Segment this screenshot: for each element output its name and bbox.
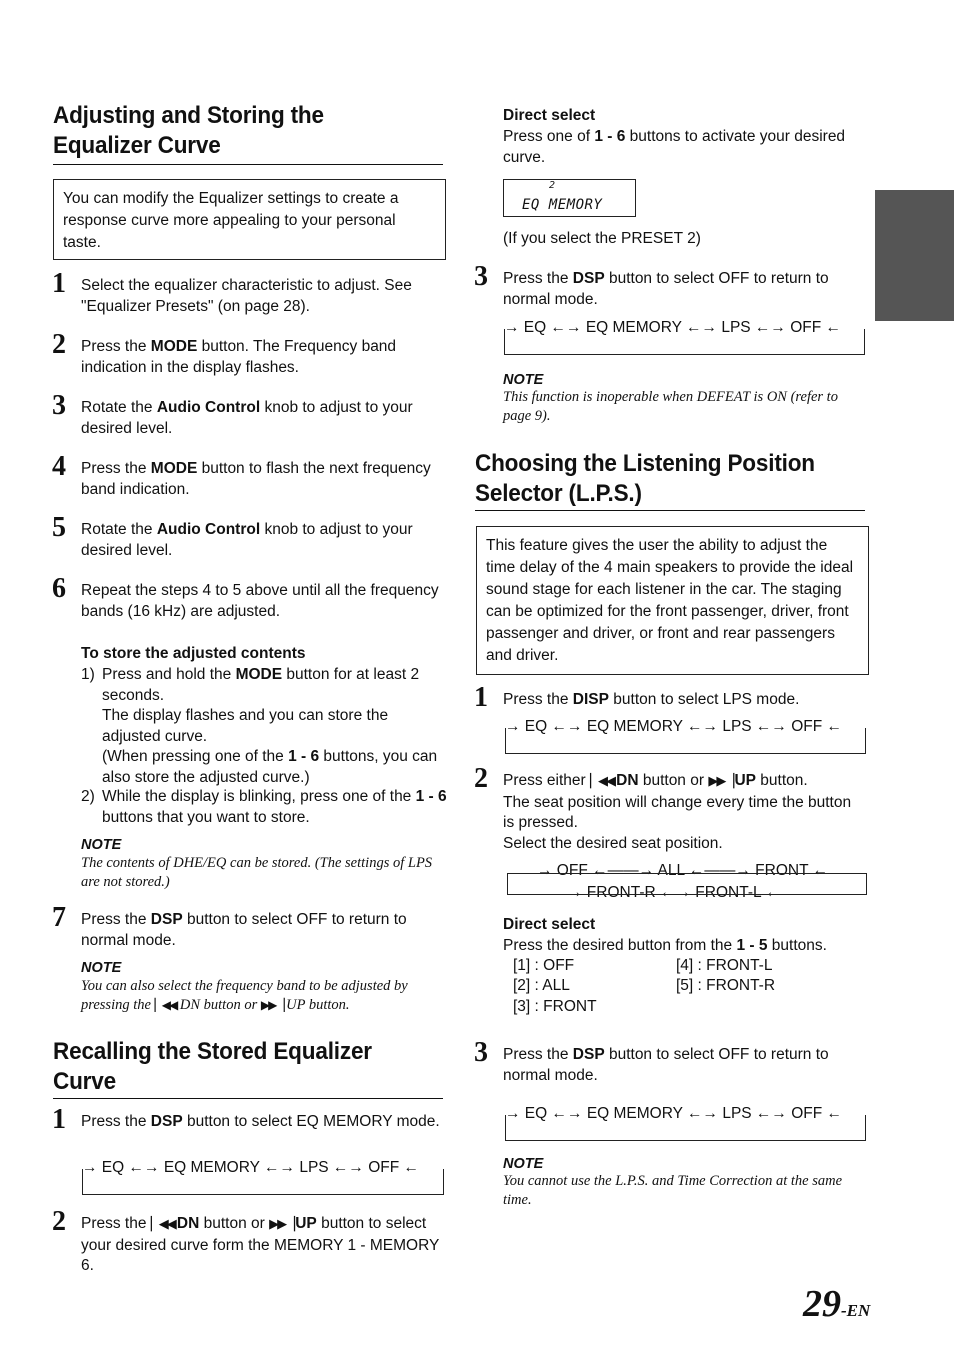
- step-1: 1 Select the equalizer characteristic to adjust. See "Equalizer Presets" (on page 28).: [52, 268, 412, 315]
- mode-cycle-flow: → EQ ←→ EQ MEMORY ←→ LPS ←→ OFF ←: [505, 718, 843, 735]
- title-rule: [475, 510, 865, 511]
- note-label: NOTE: [81, 960, 122, 976]
- note-text: This function is inoperable when DEFEAT is ON (refer to page 9).: [503, 389, 838, 424]
- note-label: NOTE: [503, 1156, 544, 1172]
- step-2: 2 Press the MODE button. The Frequency band indication in the display flashes.: [52, 329, 397, 376]
- next-track-icon: ▶▶▕: [260, 997, 283, 1012]
- store-step-1-num: 1): [81, 666, 95, 683]
- step-4: 4 Press the MODE button to flash the next frequency band indication.: [52, 451, 431, 498]
- section-title-recalling: Recalling the Stored Equalizer Curve: [53, 1038, 372, 1095]
- note-text: You can also select the frequency band to be adjusted by pressing the ▏◀◀ DN button or ▶▶▕ UP button.: [81, 978, 408, 1013]
- direct-select-text: Press the desired button from the 1 - 5 buttons.: [503, 937, 827, 954]
- next-track-icon: ▶▶▕: [269, 1217, 296, 1232]
- mode-cycle-flow: → EQ ←→ EQ MEMORY ←→ LPS ←→ OFF ←: [82, 1159, 420, 1176]
- note-text: The contents of DHE/EQ can be stored. (The settings of LPS are not stored.): [81, 855, 433, 890]
- direct-select-title: Direct select: [503, 916, 596, 933]
- option-1: [1] : OFF: [513, 957, 575, 974]
- page-number: 29-EN: [803, 1283, 871, 1325]
- store-title: To store the adjusted contents: [81, 645, 306, 662]
- preset-note: (If you select the PRESET 2): [503, 230, 701, 247]
- note-label: NOTE: [81, 837, 122, 853]
- seat-cycle-mask: [540, 872, 828, 896]
- option-4: [4] : FRONT-L: [676, 957, 773, 974]
- mode-cycle-loop: [505, 1115, 866, 1141]
- note-text: You cannot use the L.P.S. and Time Correction at the same time.: [503, 1173, 843, 1208]
- display-screen: [503, 179, 636, 217]
- seat-cycle-flow-bottom: → FRONT-R ←→ FRONT-L ←: [567, 884, 781, 901]
- mode-cycle-loop: [82, 1169, 444, 1195]
- store-step-1: Press and hold the MODE button for at least 2 seconds. The display flashes and you can store the adjusted curve. (When pressing one of the 1 - 6 buttons, you can also store the adjusted curve.): [102, 666, 438, 786]
- option-5: [5] : FRONT-R: [676, 977, 776, 994]
- chapter-tab: [875, 190, 954, 321]
- recall-step-2: 2 Press the ▏◀◀ DN button or ▶▶▕ UP button to select your desired curve form the MEMORY 1 - MEMORY 6.: [52, 1206, 440, 1274]
- step-7: 7 Press the DSP button to select OFF to return to normal mode.: [52, 902, 407, 949]
- title-rule: [53, 1098, 443, 1099]
- direct-select-title: Direct select: [503, 107, 596, 124]
- mode-cycle-loop: [504, 329, 865, 355]
- section-title-lps: Choosing the Listening Position Selector (L.P.S.): [475, 450, 815, 507]
- next-track-icon: ▶▶▕: [708, 774, 735, 789]
- mode-cycle-flow: → EQ ←→ EQ MEMORY ←→ LPS ←→ OFF ←: [504, 319, 842, 336]
- mode-cycle-loop: [505, 728, 866, 754]
- intro-box: You can modify the Equalizer settings to create a response curve more appealing to your personal taste.: [53, 179, 446, 260]
- seat-cycle-flow-top: → OFF ←——→ ALL ←——→ FRONT ←: [537, 862, 829, 879]
- store-step-2-num: 2): [81, 788, 95, 805]
- lps-step-2: 2 Press either ▏◀◀ DN button or ▶▶▕ UP button. The seat position will change every time the button is pressed. Select the desired seat position.: [474, 763, 852, 852]
- mode-cycle-flow: → EQ ←→ EQ MEMORY ←→ LPS ←→ OFF ←: [505, 1105, 843, 1122]
- option-2: [2] : ALL: [513, 977, 570, 994]
- step-6: 6 Repeat the steps 4 to 5 above until all the frequency bands (16 kHz) are adjusted.: [52, 573, 439, 620]
- direct-select-text: Press one of 1 - 6 buttons to activate your desired curve.: [503, 128, 846, 166]
- lps-step-1: 1 Press the DISP button to select LPS mode.: [474, 682, 800, 713]
- prev-track-icon: ▏◀◀: [590, 774, 617, 789]
- section-title-adjusting: Adjusting and Storing the Equalizer Curve: [53, 102, 324, 159]
- note-label: NOTE: [503, 372, 544, 388]
- prev-track-icon: ▏◀◀: [154, 997, 177, 1012]
- step-5: 5 Rotate the Audio Control knob to adjust to your desired level.: [52, 512, 413, 559]
- lps-intro-box: This feature gives the user the ability to adjust the time delay of the 4 main speakers to provide the ideal sound stage for each listener in the car. The staging can be optimized for the front passenger, driver, front passenger and driver, or front and rear passengers and driver.: [476, 526, 869, 675]
- option-3: [3] : FRONT: [513, 998, 597, 1015]
- recall-step-1: 1 Press the DSP button to select EQ MEMORY mode.: [52, 1104, 440, 1135]
- eq-step-3: 3 Press the DSP button to select OFF to return to normal mode.: [474, 261, 829, 308]
- display-text: EQ MEMORY: [522, 197, 603, 213]
- prev-track-icon: ▏◀◀: [150, 1217, 177, 1232]
- step-3: 3 Rotate the Audio Control knob to adjust to your desired level.: [52, 390, 413, 437]
- display-preset-number: 2: [549, 180, 556, 191]
- store-step-2: While the display is blinking, press one of the 1 - 6 buttons that you want to store.: [102, 788, 447, 826]
- lps-step-3: 3 Press the DSP button to select OFF to return to normal mode.: [474, 1037, 829, 1084]
- title-rule: [53, 164, 443, 165]
